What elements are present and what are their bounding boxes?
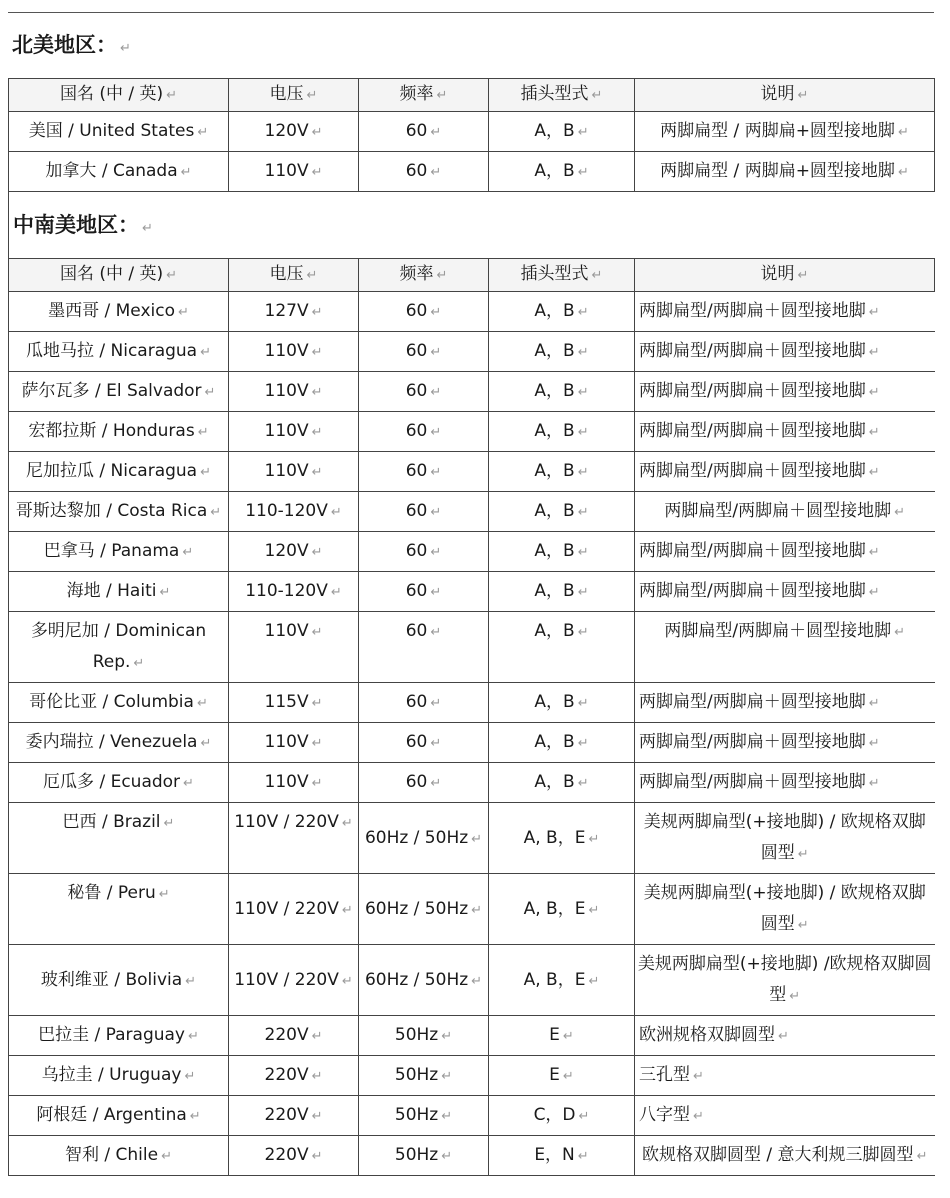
plug-type-cell: A，B ↵ [489, 612, 635, 683]
voltage-cell: 110V / 220V ↵ [229, 874, 359, 945]
country-cell: 哥斯达黎加 / Costa Rica ↵ [9, 492, 229, 532]
voltage-cell: 127V ↵ [229, 292, 359, 332]
frequency-cell: 60 ↵ [359, 332, 489, 372]
plug-type-cell: A，B ↵ [489, 572, 635, 612]
voltage-cell: 110V ↵ [229, 763, 359, 803]
header-description: 说明 ↵ [635, 259, 935, 292]
header-frequency: 频率 ↵ [359, 259, 489, 292]
frequency-cell: 60 ↵ [359, 452, 489, 492]
frequency-cell: 60 ↵ [359, 152, 489, 192]
frequency-cell: 50Hz ↵ [359, 1016, 489, 1056]
table-row [9, 1136, 935, 1176]
plug-type-cell: E ↵ [489, 1056, 635, 1096]
voltage-cell: 110V ↵ [229, 152, 359, 192]
frequency-cell: 50Hz ↵ [359, 1056, 489, 1096]
voltage-cell: 220V ↵ [229, 1056, 359, 1096]
table-header-row [9, 259, 935, 292]
plug-type-cell: A，B ↵ [489, 152, 635, 192]
description-cell: 两脚扁型/两脚扁＋圆型接地脚 ↵ [635, 612, 935, 683]
description-cell: 美规两脚扁型(+接地脚) / 欧规格双脚圆型 ↵ [635, 803, 935, 874]
table-row [9, 723, 935, 763]
table-row [9, 612, 935, 683]
table-header-row [9, 79, 935, 112]
frequency-cell: 50Hz ↵ [359, 1136, 489, 1176]
voltage-cell: 110V ↵ [229, 612, 359, 683]
country-cell: 加拿大 / Canada ↵ [9, 152, 229, 192]
voltage-cell: 120V ↵ [229, 112, 359, 152]
plug-type-cell: A，B ↵ [489, 532, 635, 572]
country-cell: 巴拉圭 / Paraguay ↵ [9, 1016, 229, 1056]
header-country: 国名 (中 / 英) ↵ [9, 259, 229, 292]
table-row [9, 945, 935, 1016]
description-cell: 两脚扁型/两脚扁＋圆型接地脚 ↵ [635, 372, 935, 412]
description-cell: 美规两脚扁型(+接地脚) / 欧规格双脚圆型 ↵ [635, 874, 935, 945]
table-north-america [8, 78, 935, 192]
frequency-cell: 60 ↵ [359, 292, 489, 332]
plug-type-cell: A，B ↵ [489, 372, 635, 412]
table-row [9, 532, 935, 572]
frequency-cell: 60 ↵ [359, 412, 489, 452]
description-cell: 两脚扁型 / 两脚扁+圆型接地脚 ↵ [635, 152, 935, 192]
frequency-cell: 60Hz / 50Hz ↵ [359, 874, 489, 945]
table-row [9, 492, 935, 532]
section-title-north-america: 北美地区： ↵ [12, 33, 131, 57]
header-description: 说明 ↵ [635, 79, 935, 112]
description-cell: 两脚扁型/两脚扁＋圆型接地脚 ↵ [635, 452, 935, 492]
frequency-cell: 60 ↵ [359, 372, 489, 412]
description-cell: 两脚扁型/两脚扁＋圆型接地脚 ↵ [635, 492, 935, 532]
country-cell: 巴拿马 / Panama ↵ [9, 532, 229, 572]
plug-type-cell: C，D ↵ [489, 1096, 635, 1136]
plug-type-cell: A，B ↵ [489, 492, 635, 532]
description-cell: 两脚扁型/两脚扁＋圆型接地脚 ↵ [635, 763, 935, 803]
table-row [9, 1096, 935, 1136]
plug-type-cell: A，B ↵ [489, 763, 635, 803]
voltage-cell: 110V ↵ [229, 723, 359, 763]
frequency-cell: 60 ↵ [359, 112, 489, 152]
frequency-cell: 60 ↵ [359, 723, 489, 763]
plug-type-cell: A，B ↵ [489, 292, 635, 332]
country-cell: 瓜地马拉 / Nicaragua ↵ [9, 332, 229, 372]
table-row [9, 1056, 935, 1096]
frequency-cell: 60 ↵ [359, 763, 489, 803]
description-cell: 两脚扁型/两脚扁＋圆型接地脚 ↵ [635, 412, 935, 452]
description-cell: 两脚扁型/两脚扁＋圆型接地脚 ↵ [635, 572, 935, 612]
table-row [9, 372, 935, 412]
table-row [9, 1016, 935, 1056]
description-cell: 两脚扁型/两脚扁＋圆型接地脚 ↵ [635, 292, 935, 332]
description-cell: 欧洲规格双脚圆型 ↵ [635, 1016, 935, 1056]
voltage-cell: 110-120V ↵ [229, 492, 359, 532]
country-cell: 萨尔瓦多 / El Salvador ↵ [9, 372, 229, 412]
table-row [9, 112, 935, 152]
header-voltage: 电压 ↵ [229, 79, 359, 112]
plug-type-cell: A，B ↵ [489, 412, 635, 452]
country-cell: 委内瑞拉 / Venezuela ↵ [9, 723, 229, 763]
table-row [9, 763, 935, 803]
country-cell: 智利 / Chile ↵ [9, 1136, 229, 1176]
table-row [9, 412, 935, 452]
voltage-cell: 110V / 220V ↵ [229, 945, 359, 1016]
frequency-cell: 60 ↵ [359, 612, 489, 683]
country-cell: 尼加拉瓜 / Nicaragua ↵ [9, 452, 229, 492]
country-cell: 阿根廷 / Argentina ↵ [9, 1096, 229, 1136]
description-cell: 两脚扁型/两脚扁＋圆型接地脚 ↵ [635, 683, 935, 723]
description-cell: 美规两脚扁型(+接地脚) /欧规格双脚圆型 ↵ [635, 945, 935, 1016]
plug-type-cell: A，B ↵ [489, 452, 635, 492]
voltage-cell: 220V ↵ [229, 1136, 359, 1176]
country-cell: 厄瓜多 / Ecuador ↵ [9, 763, 229, 803]
plug-type-cell: A，B ↵ [489, 112, 635, 152]
plug-type-cell: E ↵ [489, 1016, 635, 1056]
description-cell: 两脚扁型/两脚扁＋圆型接地脚 ↵ [635, 723, 935, 763]
plug-type-cell: A, B，E ↵ [489, 803, 635, 874]
header-plug-type: 插头型式 ↵ [489, 259, 635, 292]
table-row [9, 572, 935, 612]
country-cell: 美国 / United States ↵ [9, 112, 229, 152]
frequency-cell: 50Hz ↵ [359, 1096, 489, 1136]
header-frequency: 频率 ↵ [359, 79, 489, 112]
country-cell: 乌拉圭 / Uruguay ↵ [9, 1056, 229, 1096]
description-cell: 两脚扁型/两脚扁＋圆型接地脚 ↵ [635, 332, 935, 372]
table-row [9, 452, 935, 492]
table-row [9, 874, 935, 945]
plug-type-cell: A，B ↵ [489, 683, 635, 723]
table-row [9, 332, 935, 372]
country-cell: 秘鲁 / Peru ↵ [9, 874, 229, 945]
header-plug-type: 插头型式 ↵ [489, 79, 635, 112]
frequency-cell: 60 ↵ [359, 683, 489, 723]
country-cell: 巴西 / Brazil ↵ [9, 803, 229, 874]
voltage-cell: 110V ↵ [229, 372, 359, 412]
country-cell: 玻利维亚 / Bolivia ↵ [9, 945, 229, 1016]
description-cell: 两脚扁型/两脚扁＋圆型接地脚 ↵ [635, 532, 935, 572]
country-cell: 宏都拉斯 / Honduras ↵ [9, 412, 229, 452]
voltage-cell: 110V ↵ [229, 332, 359, 372]
description-cell: 两脚扁型 / 两脚扁+圆型接地脚 ↵ [635, 112, 935, 152]
country-cell: 墨西哥 / Mexico ↵ [9, 292, 229, 332]
voltage-cell: 220V ↵ [229, 1096, 359, 1136]
voltage-cell: 110-120V ↵ [229, 572, 359, 612]
country-cell: 多明尼加 / Dominican Rep. ↵ [9, 612, 229, 683]
plug-type-cell: A，B ↵ [489, 723, 635, 763]
plug-type-cell: A，B ↵ [489, 332, 635, 372]
frequency-cell: 60Hz / 50Hz ↵ [359, 803, 489, 874]
frequency-cell: 60 ↵ [359, 492, 489, 532]
document-page [8, 12, 934, 1176]
country-cell: 海地 / Haiti ↵ [9, 572, 229, 612]
plug-type-cell: E，N ↵ [489, 1136, 635, 1176]
frequency-cell: 60 ↵ [359, 532, 489, 572]
voltage-cell: 110V / 220V ↵ [229, 803, 359, 874]
voltage-cell: 120V ↵ [229, 532, 359, 572]
frequency-cell: 60Hz / 50Hz ↵ [359, 945, 489, 1016]
voltage-cell: 115V ↵ [229, 683, 359, 723]
voltage-cell: 220V ↵ [229, 1016, 359, 1056]
table-latin-america [8, 258, 935, 1176]
voltage-cell: 110V ↵ [229, 452, 359, 492]
header-voltage: 电压 ↵ [229, 259, 359, 292]
frequency-cell: 60 ↵ [359, 572, 489, 612]
description-cell: 八字型 ↵ [635, 1096, 935, 1136]
description-cell: 欧规格双脚圆型 / 意大利规三脚圆型 ↵ [635, 1136, 935, 1176]
table-row [9, 683, 935, 723]
table-row [9, 152, 935, 192]
description-cell: 三孔型 ↵ [635, 1056, 935, 1096]
plug-type-cell: A, B，E ↵ [489, 874, 635, 945]
country-cell: 哥伦比亚 / Columbia ↵ [9, 683, 229, 723]
header-country: 国名 (中 / 英) ↵ [9, 79, 229, 112]
voltage-cell: 110V ↵ [229, 412, 359, 452]
table-row [9, 292, 935, 332]
table-row [9, 803, 935, 874]
plug-type-cell: A, B，E ↵ [489, 945, 635, 1016]
section-title-latin-america: 中南美地区： ↵ [8, 192, 934, 258]
